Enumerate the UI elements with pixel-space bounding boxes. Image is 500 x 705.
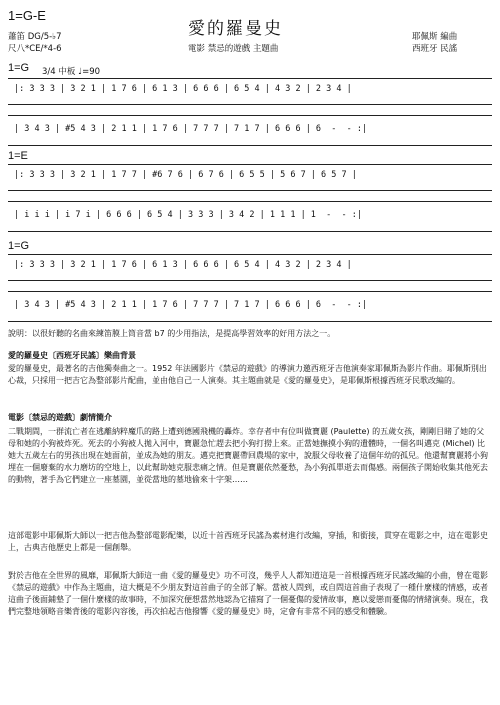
background-paragraph: 愛的羅曼史，最著名的吉他獨奏曲之一。1952 年法國影片《禁忌的遊戲》的導演力邀西班牙吉他演奏家耶佩斯為影片作曲。耶佩斯別出心裁，只採用一把吉它為整部影片配曲，並由他自己一人演奏。其主題曲就是《愛的羅曼史》，是耶佩斯根據西班牙民歌改編的。 bbox=[8, 364, 487, 385]
staff-line bbox=[8, 321, 492, 322]
instrument-label: 蕭笛 DG/5-♭7 bbox=[8, 32, 62, 42]
section-3-key: 1=G bbox=[8, 240, 30, 252]
section-3-row-2: | 3 4 3 | #5 4 3 | 2 1 1 | 1 7 6 | 7 7 7 | 7 1 7 | 6 6 6 | 6 - - :| bbox=[14, 300, 368, 310]
section-1-row-2: | 3 4 3 | #5 4 3 | 2 1 1 | 1 7 6 | 7 7 7 | 7 1 7 | 6 6 6 | 6 - - :| bbox=[14, 124, 368, 134]
staff-line bbox=[8, 164, 492, 165]
staff-line bbox=[8, 115, 492, 116]
song-title: 愛的羅曼史 bbox=[188, 19, 283, 39]
key-signature-main: 1=G-E bbox=[8, 8, 46, 23]
section-1-key: 1=G bbox=[8, 62, 30, 74]
staff-line bbox=[8, 254, 492, 255]
staff-line bbox=[8, 145, 492, 146]
fingering-note: 說明：以很好聽的名曲來練笛膜上筒音當 b7 的少用指法，是提高學習效率的好用方法之一。 bbox=[8, 329, 336, 338]
section-1-meta: 3/4 中板 ♩=90 bbox=[42, 67, 101, 77]
staff-line bbox=[8, 190, 492, 191]
arranger-label: 耶佩斯 編曲 bbox=[412, 32, 458, 42]
staff-line bbox=[8, 78, 492, 79]
staff-line bbox=[8, 201, 492, 202]
background-heading: 愛的羅曼史〔西班牙民謠〕樂曲背景 bbox=[8, 351, 136, 360]
staff-line bbox=[8, 231, 492, 232]
section-3-row-1: |: 3 3 3 | 3 2 1 | 1 7 6 | 6 1 3 | 6 6 6 | 6 5 4 | 4 3 2 | 2 3 4 | bbox=[14, 260, 352, 270]
fingering-label: 尺八*CE/*4-6 bbox=[8, 44, 62, 54]
staff-line bbox=[8, 291, 492, 292]
soundtrack-paragraph: 這部電影中耶佩斯大師以一把吉他為整部電影配樂，以近十首西班牙民謠為素材進行改編，穿插，和銜接，貫穿在電影之中，這在電影史上，古典吉他歷史上都是一個創舉。 bbox=[8, 531, 488, 552]
staff-line bbox=[8, 280, 492, 281]
section-2-row-2: | i i i | i 7 i | 6 6 6 | 6 5 4 | 3 3 3 | 3 4 2 | 1 1 1 | 1 - - :| bbox=[14, 210, 362, 220]
synopsis-heading: 電影〔禁忌的遊戲〕劇情簡介 bbox=[8, 413, 112, 422]
section-2-key: 1=E bbox=[8, 150, 28, 162]
closing-paragraph: 對於吉他在全世界的風靡，耶佩斯大師這一曲《愛的羅曼史》功不可沒，幾乎人人都知道這是一首根據西班牙民謠改編的小曲，曾在電影《禁忌的遊戲》中作為主題曲，這大概是不少朋友對這首曲子的全部了解。當被人問到，或自問這首曲子表現了一種什麼樣的情感，或者這曲子後面鋪墊了一個什麼樣的故事時，不加深究便想當然地認為它描寫了一個憂傷的愛情故事，應以愛戀而憂傷的情緒演奏。現在，我們完整地領略音樂背後的電影內容後，再次拍起吉他撥響《愛的羅曼史》時，定會有非常不同的感受和體驗。 bbox=[8, 571, 488, 616]
section-1-row-1: |: 3 3 3 | 3 2 1 | 1 7 6 | 6 1 3 | 6 6 6 | 6 5 4 | 4 3 2 | 2 3 4 | bbox=[14, 84, 352, 94]
section-2-row-1: |: 3 3 3 | 3 2 1 | 1 7 7 | #6 7 6 | 6 7 6 | 6 5 5 | 5 6 7 | 6 5 7 | bbox=[14, 170, 357, 180]
song-subtitle: 電影 禁忌的遊戲 主題曲 bbox=[188, 44, 279, 54]
synopsis-paragraph: 二戰期間，一群流亡者在逃離納粹魔爪的路上遭到德國飛機的轟炸。幸存者中有位叫做寶麗 (Paulette) 的五歲女孩，剛剛目睹了她的父母和她的小狗被炸死。死去的小狗被人拋入河中，寶麗急忙趕去把小狗打撈上來。正當她撫摸小狗的遺體時，一個名叫邁克 (Michel) 比她大五歲左右的男孩出現在她面前，並成為她的朋友。邁克把寶麗帶回農場的家中，說服父母收養了這個年幼的孤兒。他還幫寶麗將小狗埋在一個廢棄的水力磨坊的空地上，以此幫助她克服悲痛之情。但是寶麗依然憂愁，為小狗孤單逝去而傷感。兩個孩子開始收集其他死去的動物，著手為它們建立一座墓園，並從當地的墓地偷來十字架…… bbox=[8, 427, 488, 484]
staff-line bbox=[8, 104, 492, 105]
origin-label: 西班牙 民謠 bbox=[412, 44, 458, 54]
